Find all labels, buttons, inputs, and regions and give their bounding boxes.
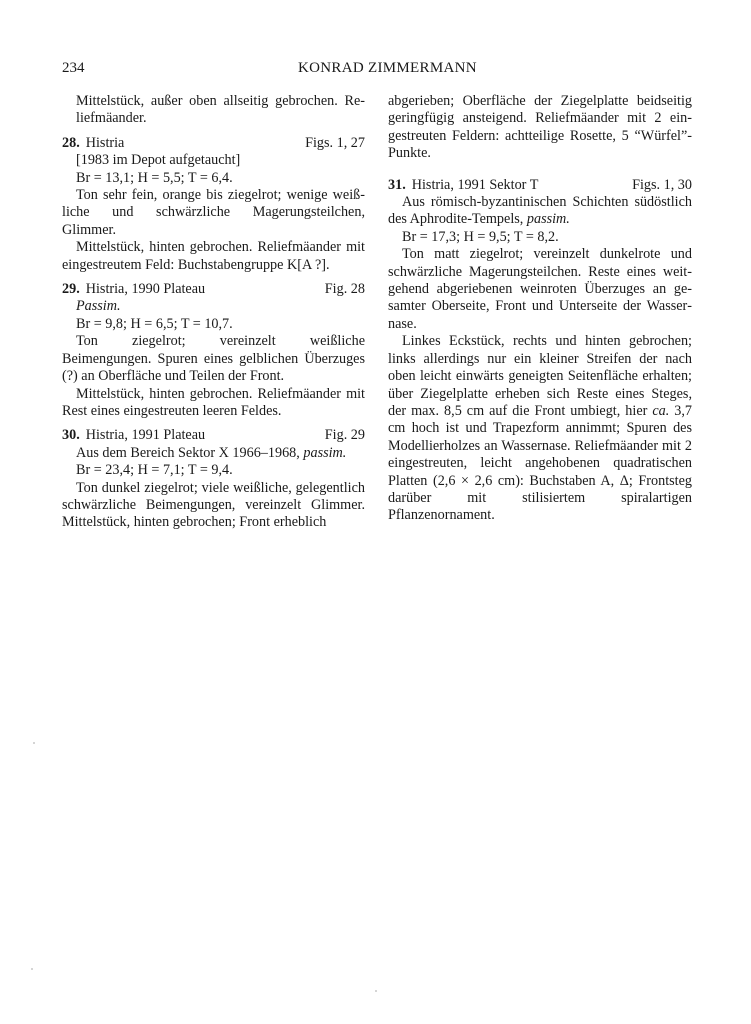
- figure-reference: Figs. 1, 27: [305, 134, 365, 151]
- right-column: [388, 93, 692, 525]
- entry-description: Ton dunkel ziegelrot; viele weißliche, gelegentlich schwärzliche Beimengungen, vereinzelt Glimmer. Mittelstück, hinten gebrochen; Front erheblich: [62, 479, 365, 531]
- running-head: KONRAD ZIMMERMANN: [298, 60, 477, 76]
- entry-site: Histria, 1991 Sektor T: [411, 176, 539, 193]
- entry-note: [1983 im Depot aufgetaucht]: [76, 152, 241, 169]
- entry-number: 30.: [62, 427, 80, 444]
- entry-description: Ton matt ziegelrot; vereinzelt dunkelrote und schwärzliche Magerungsteilchen. Reste eines weitgehend abgeriebenen weinroten Überzuges an gesamter Oberseite, Front und Unterseite der Wassernase.: [388, 246, 692, 332]
- entry-dimensions: Br = 23,4; H = 7,1; T = 9,4.: [76, 462, 233, 479]
- entry-31: [388, 177, 692, 525]
- entry-number: 31.: [388, 176, 406, 193]
- entry-note: Aus dem Bereich Sektor X 1966–1968, passim.: [76, 444, 347, 461]
- scan-speck: [375, 990, 377, 992]
- figure-reference: Fig. 28: [324, 281, 365, 298]
- entry-note: Passim.: [76, 298, 121, 315]
- entry-heading: [62, 281, 365, 298]
- scan-speck: [33, 742, 35, 744]
- entry-30: [62, 427, 365, 531]
- figure-reference: Figs. 1, 30: [632, 176, 692, 193]
- entry-29: [62, 281, 365, 420]
- entry-description: Mittelstück, hinten gebrochen. Reliefmäander mit eingestreutem Feld: Buchstabengruppe K[A ?].: [62, 239, 365, 273]
- entry-number: 29.: [62, 281, 80, 298]
- continued-paragraph: abgerieben; Oberfläche der Ziegelplatte beidseitig geringfügig ansteigend. Reliefmäander mit 2 eingestreuten Feldern: achtteilige Rosette, 5 “Würfel”-Punkte.: [388, 93, 692, 162]
- entry-number: 28.: [62, 134, 80, 151]
- entry-site: Histria, 1991 Plateau: [85, 427, 206, 444]
- entry-site: Histria, 1990 Plateau: [85, 281, 206, 298]
- entry-dimensions: Br = 13,1; H = 5,5; T = 6,4.: [76, 169, 233, 186]
- entry-description: Ton sehr fein, orange bis ziegelrot; wenige weißliche und schwärzliche Magerungsteilchen, Glimmer.: [62, 187, 365, 238]
- entry-site: Histria: [85, 134, 125, 151]
- entry-dimensions: Br = 9,8; H = 6,5; T = 10,7.: [76, 315, 233, 332]
- page-number: 234: [62, 60, 85, 76]
- scan-speck: [31, 968, 33, 970]
- page-header: [62, 60, 687, 82]
- entry-28: [62, 135, 365, 274]
- entry-note: Aus römisch-byzantinischen Schichten südöstlich des Aphrodite-Tempels, passim.: [388, 194, 692, 228]
- figure-reference: Fig. 29: [324, 427, 365, 444]
- entry-heading: [388, 177, 692, 194]
- entry-dimensions: Br = 17,3; H = 9,5; T = 8,2.: [402, 228, 559, 245]
- entry-heading: [62, 135, 365, 152]
- entry-description: Mittelstück, hinten gebrochen. Reliefmäander mit Rest eines eingestreuten leeren Feldes.: [62, 385, 365, 419]
- intro-paragraph: Mittelstück, außer oben allseitig gebrochen. Reliefmäander.: [76, 93, 365, 127]
- entry-description: Ton ziegelrot; vereinzelt weißliche Beimengungen. Spuren eines gelblichen Überzuges (?) an Oberfläche und Teilen der Front.: [62, 333, 365, 385]
- left-column: [62, 93, 365, 532]
- entry-heading: [62, 427, 365, 444]
- entry-description: Linkes Eckstück, rechts und hinten gebrochen; links allerdings nur ein kleiner Streifen der nach oben leicht einwärts geneigten Seitenfläche erhalten; über Ziegelplatte erheben sich Reste eines Steges, der max. 8,5 cm auf die Front umbiegt, hier ca. 3,7 cm hoch ist und Trapezform annimmt; Spuren des Modellierholzes an Wassernase. Reliefmäander mit 2 eingestreuten, leicht angehobenen quadratischen Platten (2,6 × 2,6 cm): Buchstaben A, Δ; Frontsteg darüber mit stilisiertem spiralartigen Pflanzenornament.: [388, 333, 693, 524]
